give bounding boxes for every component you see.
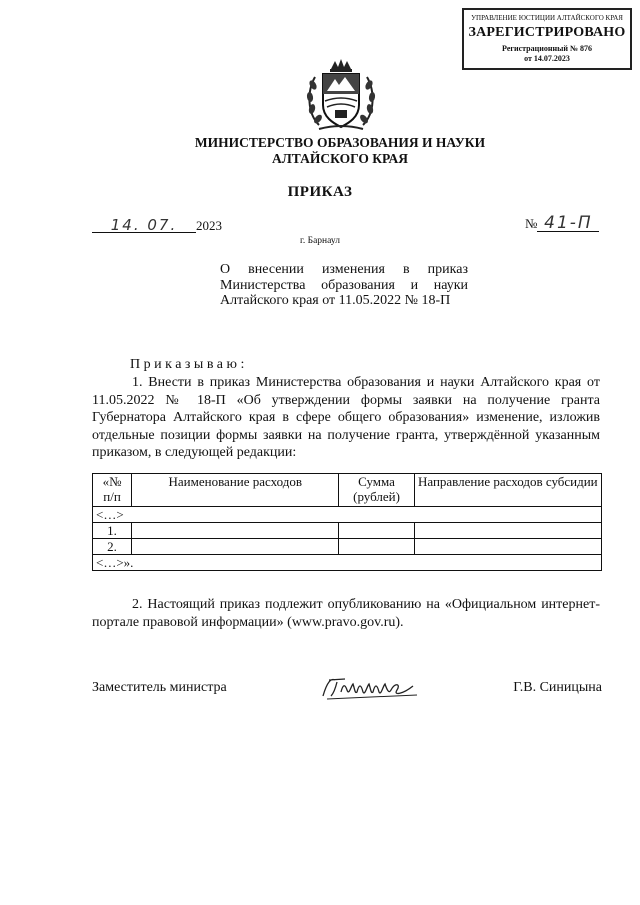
- signatory-name: Г.В. Синицына: [513, 680, 602, 695]
- registration-stamp: [462, 8, 632, 70]
- order-date: [92, 218, 222, 234]
- handwritten-date: 14. 07.: [92, 218, 196, 233]
- table-cell: [132, 523, 339, 539]
- table-cell: <…>».: [93, 555, 602, 571]
- col-header-amount: Сумма (рублей): [339, 474, 414, 507]
- signatory-title: Заместитель министра: [92, 680, 227, 695]
- col-header-number: «№ п/п: [93, 474, 132, 507]
- handwritten-signature-icon: [317, 674, 427, 702]
- order-number: [525, 213, 599, 233]
- stamp-department: УПРАВЛЕНИЕ ЮСТИЦИИ АЛТАЙСКОГО КРАЯ: [471, 14, 623, 22]
- table-cell: 1.: [93, 523, 132, 539]
- col-header-expense-name: Наименование расходов: [132, 474, 339, 507]
- table-header-row: [93, 474, 602, 507]
- handwritten-number: 41-П: [537, 216, 599, 232]
- table-row: [93, 507, 602, 523]
- paragraph-2: 2. Настоящий приказ подлежит опубликованию на «Официальном интернет-портале правовой информации» (www.pravo.gov.ru).: [92, 597, 600, 630]
- paragraph-1: 1. Внести в приказ Министерства образования и науки Алтайского края от 11.05.2022 № 18-П «Об утверждении формы заявки на получение гранта Губернатора Алтайского края в сфере общего образования» изменение, изложив отдельные позиции формы заявки на получение гранта, утверждённой указанным приказом, в следующей редакции:: [92, 375, 600, 460]
- ministry-name: МИНИСТЕРСТВО ОБРАЗОВАНИЯ И НАУКИ АЛТАЙСКОГО КРАЯ: [194, 135, 486, 166]
- expenses-table: [92, 473, 602, 571]
- prikazyvayu-heading: Приказываю:: [130, 357, 248, 372]
- table-cell: <…>: [93, 507, 602, 523]
- table-cell: 2.: [93, 539, 132, 555]
- table-row: [93, 539, 602, 555]
- document-type: ПРИКАЗ: [287, 184, 353, 200]
- table-row: [93, 555, 602, 571]
- number-prefix: №: [525, 216, 538, 231]
- table-cell: [339, 523, 414, 539]
- table-cell: [339, 539, 414, 555]
- table-cell: [414, 539, 601, 555]
- coat-of-arms-icon: [305, 55, 377, 133]
- order-subject: О внесении изменения в приказ Министерства образования и науки Алтайского края от 11.05.2022 № 18-П: [220, 262, 468, 308]
- city: г. Барнаул: [300, 236, 340, 246]
- order-year: 2023: [196, 218, 222, 233]
- table-cell: [414, 523, 601, 539]
- table-row: [93, 523, 602, 539]
- stamp-status: ЗАРЕГИСТРИРОВАНО: [468, 25, 626, 40]
- stamp-reg-number: Регистрационный № 876: [502, 44, 592, 53]
- col-header-direction: Направление расходов субсидии: [414, 474, 601, 507]
- stamp-reg-date: от 14.07.2023: [524, 54, 570, 63]
- table-cell: [132, 539, 339, 555]
